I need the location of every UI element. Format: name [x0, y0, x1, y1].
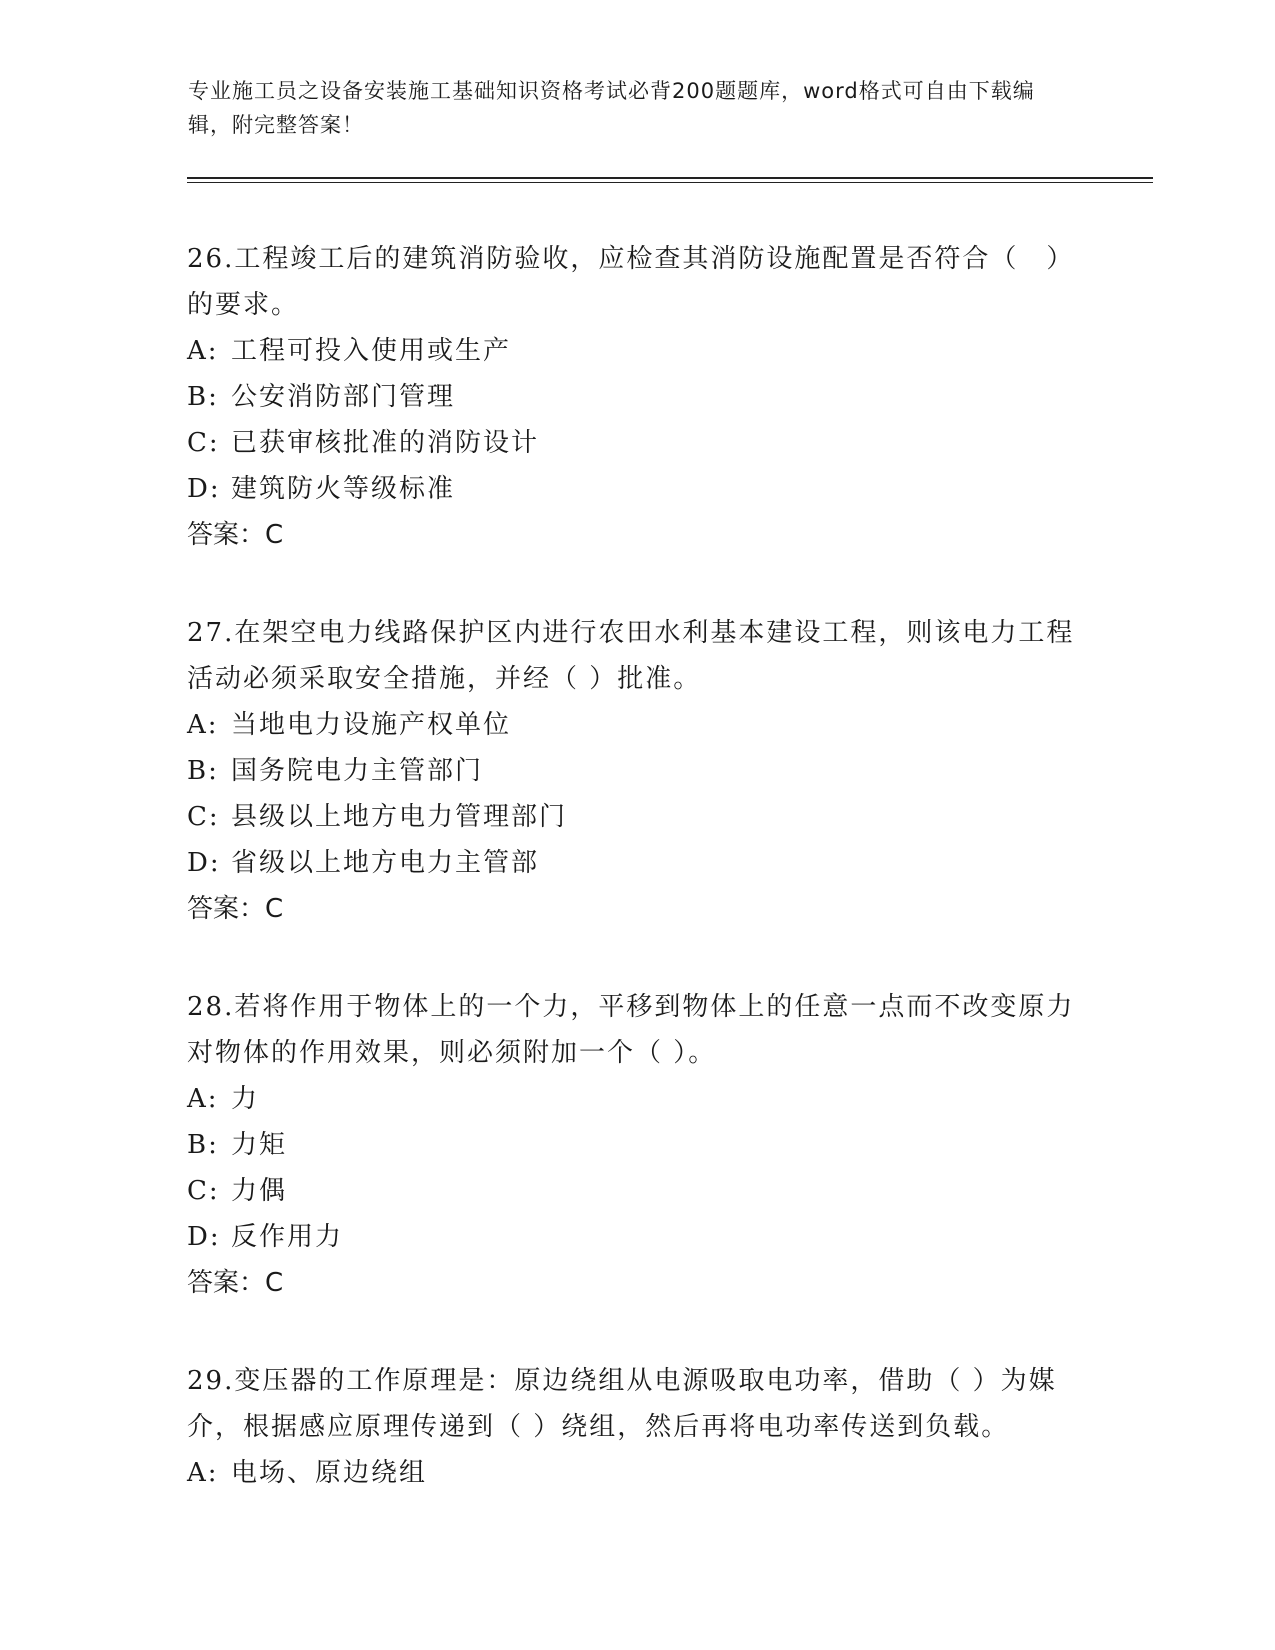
- option-text: 省级以上地方电力主管部: [231, 848, 540, 878]
- option-a: [187, 702, 1087, 748]
- answer-line: 答案：C: [187, 894, 284, 924]
- option-text: 当地电力设施产权单位: [231, 710, 512, 740]
- option-d: [187, 840, 1087, 886]
- option-text: 反作用力: [231, 1222, 344, 1252]
- option-letter: D:: [187, 474, 221, 504]
- option-letter: A:: [187, 336, 219, 366]
- option-letter: D:: [187, 1222, 221, 1252]
- option-letter: A:: [187, 710, 219, 740]
- header-rule: [187, 177, 1153, 179]
- option-letter: B:: [187, 382, 219, 412]
- question-stem: 27.在架空电力线路保护区内进行农田水利基本建设工程，则该电力工程活动必须采取安全措施，并经（ ）批准。: [187, 618, 1075, 694]
- question-27: [187, 610, 1087, 932]
- option-text: 县级以上地方电力管理部门: [231, 802, 568, 832]
- option-b: [187, 748, 1087, 794]
- option-text: 国务院电力主管部门: [231, 756, 484, 786]
- question-stem: 26.工程竣工后的建筑消防验收，应检查其消防设施配置是否符合（ ）的要求。: [187, 244, 1075, 320]
- answer-line: 答案：C: [187, 1268, 284, 1298]
- option-letter: A:: [187, 1084, 219, 1114]
- option-a: [187, 1076, 1087, 1122]
- option-a: [187, 1450, 1087, 1496]
- option-text: 工程可投入使用或生产: [231, 336, 512, 366]
- option-letter: C:: [187, 428, 220, 458]
- option-text: 建筑防火等级标准: [231, 474, 456, 504]
- option-text: 力偶: [231, 1176, 288, 1206]
- option-letter: A:: [187, 1458, 219, 1488]
- option-letter: B:: [187, 1130, 219, 1160]
- question-29: [187, 1358, 1087, 1496]
- option-letter: C:: [187, 1176, 220, 1206]
- option-d: [187, 466, 1087, 512]
- question-stem: 28.若将作用于物体上的一个力，平移到物体上的任意一点而不改变原力对物体的作用效果，则必须附加一个（ ）。: [187, 992, 1075, 1068]
- question-stem: 29.变压器的工作原理是：原边绕组从电源吸取电功率，借助（ ）为媒介，根据感应原理传递到（ ）绕组，然后再将电功率传送到负载。: [187, 1366, 1057, 1442]
- option-text: 力: [231, 1084, 260, 1114]
- question-26: [187, 236, 1087, 558]
- question-list: [187, 236, 1087, 1548]
- option-text: 力矩: [231, 1130, 288, 1160]
- option-b: [187, 374, 1087, 420]
- option-letter: C:: [187, 802, 220, 832]
- option-text: 电场、原边绕组: [231, 1458, 428, 1488]
- question-28: [187, 984, 1087, 1306]
- option-letter: B:: [187, 756, 219, 786]
- option-text: 已获审核批准的消防设计: [231, 428, 540, 458]
- document-header: 专业施工员之设备安装施工基础知识资格考试必背200题题库，word格式可自由下载编辑，附完整答案！: [188, 79, 1035, 137]
- option-letter: D:: [187, 848, 221, 878]
- option-c: [187, 1168, 1087, 1214]
- option-d: [187, 1214, 1087, 1260]
- header-rule-thin: [187, 182, 1153, 183]
- option-c: [187, 420, 1087, 466]
- option-b: [187, 1122, 1087, 1168]
- option-a: [187, 328, 1087, 374]
- answer-line: 答案：C: [187, 520, 284, 550]
- option-text: 公安消防部门管理: [231, 382, 456, 412]
- option-c: [187, 794, 1087, 840]
